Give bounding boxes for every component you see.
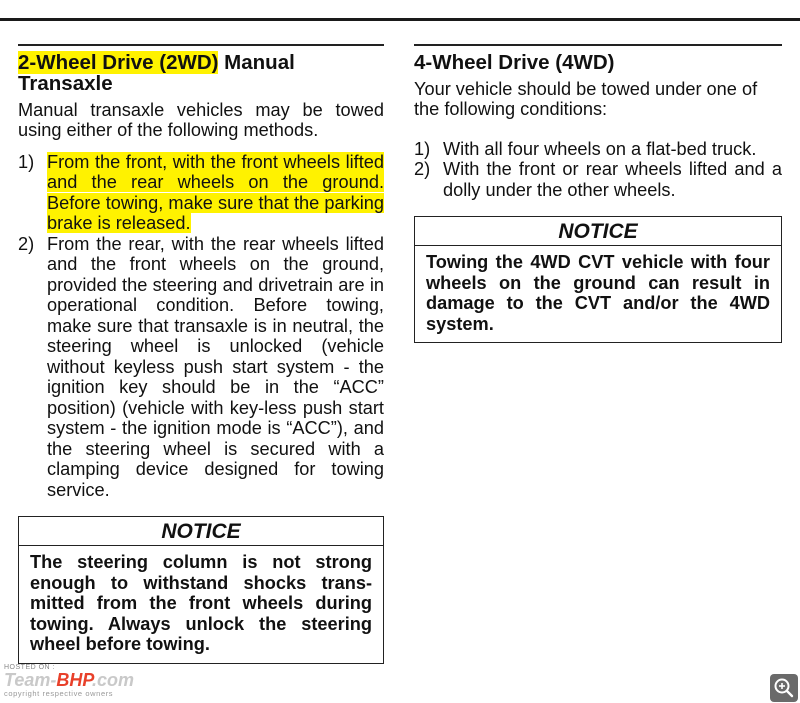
logo-part-team: Team-	[4, 670, 57, 690]
highlighted-step-text: From the front, with the front wheels lifted and the rear wheels on the ground. Before towing, make sure that the parking brake is released.	[47, 151, 384, 233]
list-item	[414, 159, 782, 200]
logo-part-com: .com	[92, 670, 135, 690]
team-bhp-logo	[4, 671, 194, 689]
list-number: 2)	[414, 159, 431, 179]
notice-title: NOTICE	[19, 517, 383, 546]
zoom-in-icon	[770, 674, 798, 702]
section-heading-4wd: 4-Wheel Drive (4WD)	[414, 50, 615, 74]
top-rule	[0, 18, 800, 21]
notice-title: NOTICE	[415, 217, 781, 246]
left-column	[18, 44, 384, 664]
zoom-button[interactable]	[770, 674, 798, 702]
step-text: From the rear, with the rear wheels lifted and the front wheels on the ground, provided the steering and drivetrain are in operational condition. Before towing, make sure that transaxle is in neutral, the steering wheel is unlocked (vehicle without keyless push start system - the ignition key should be in the “ACC” position) (vehicle with key-less push start system - the ignition mode is “ACC”), and the steering wheel is secured with a clamping device designed for towing service.	[47, 233, 384, 500]
list-number: 2)	[18, 233, 35, 254]
notice-box-2wd	[18, 516, 384, 664]
list-item	[414, 139, 782, 160]
intro-text-2wd: Manual transaxle vehicles may be towed using either of the following methods.	[18, 99, 384, 140]
notice-text: The steering column is not strong enough to withstand shocks trans-mitted from the front wheels during towing. Always unlock the steering wheel before towing.	[30, 552, 372, 654]
logo-part-bhp: BHP	[56, 670, 93, 690]
list-item	[18, 152, 384, 234]
right-column	[414, 44, 782, 343]
left-column-rule	[18, 44, 384, 46]
towing-methods-list	[18, 152, 384, 501]
team-bhp-watermark	[4, 664, 194, 700]
step-text: With the front or rear wheels lifted and a dolly under the other wheels.	[443, 159, 782, 200]
intro-text-4wd: Your vehicle should be towed under one of the following conditions:	[414, 78, 758, 119]
heading-rest: Manual Transaxle	[18, 50, 295, 95]
notice-box-4wd	[414, 216, 782, 343]
step-text: With all four wheels on a flat-bed truck.	[443, 138, 757, 159]
list-number: 1)	[414, 138, 431, 159]
right-column-rule	[414, 44, 782, 46]
list-item	[18, 234, 384, 501]
section-heading-2wd	[18, 52, 384, 94]
heading-highlight: 2-Wheel Drive (2WD)	[18, 50, 219, 74]
towing-conditions-list	[414, 139, 782, 201]
notice-text: Towing the 4WD CVT vehicle with four wheels on the ground can result in damage to the CVT and/or the 4WD system.	[426, 252, 770, 334]
watermark-hosted-label: HOSTED ON :	[4, 664, 56, 671]
list-number: 1)	[18, 151, 35, 172]
watermark-copyright: copyright respective owners	[4, 689, 114, 698]
